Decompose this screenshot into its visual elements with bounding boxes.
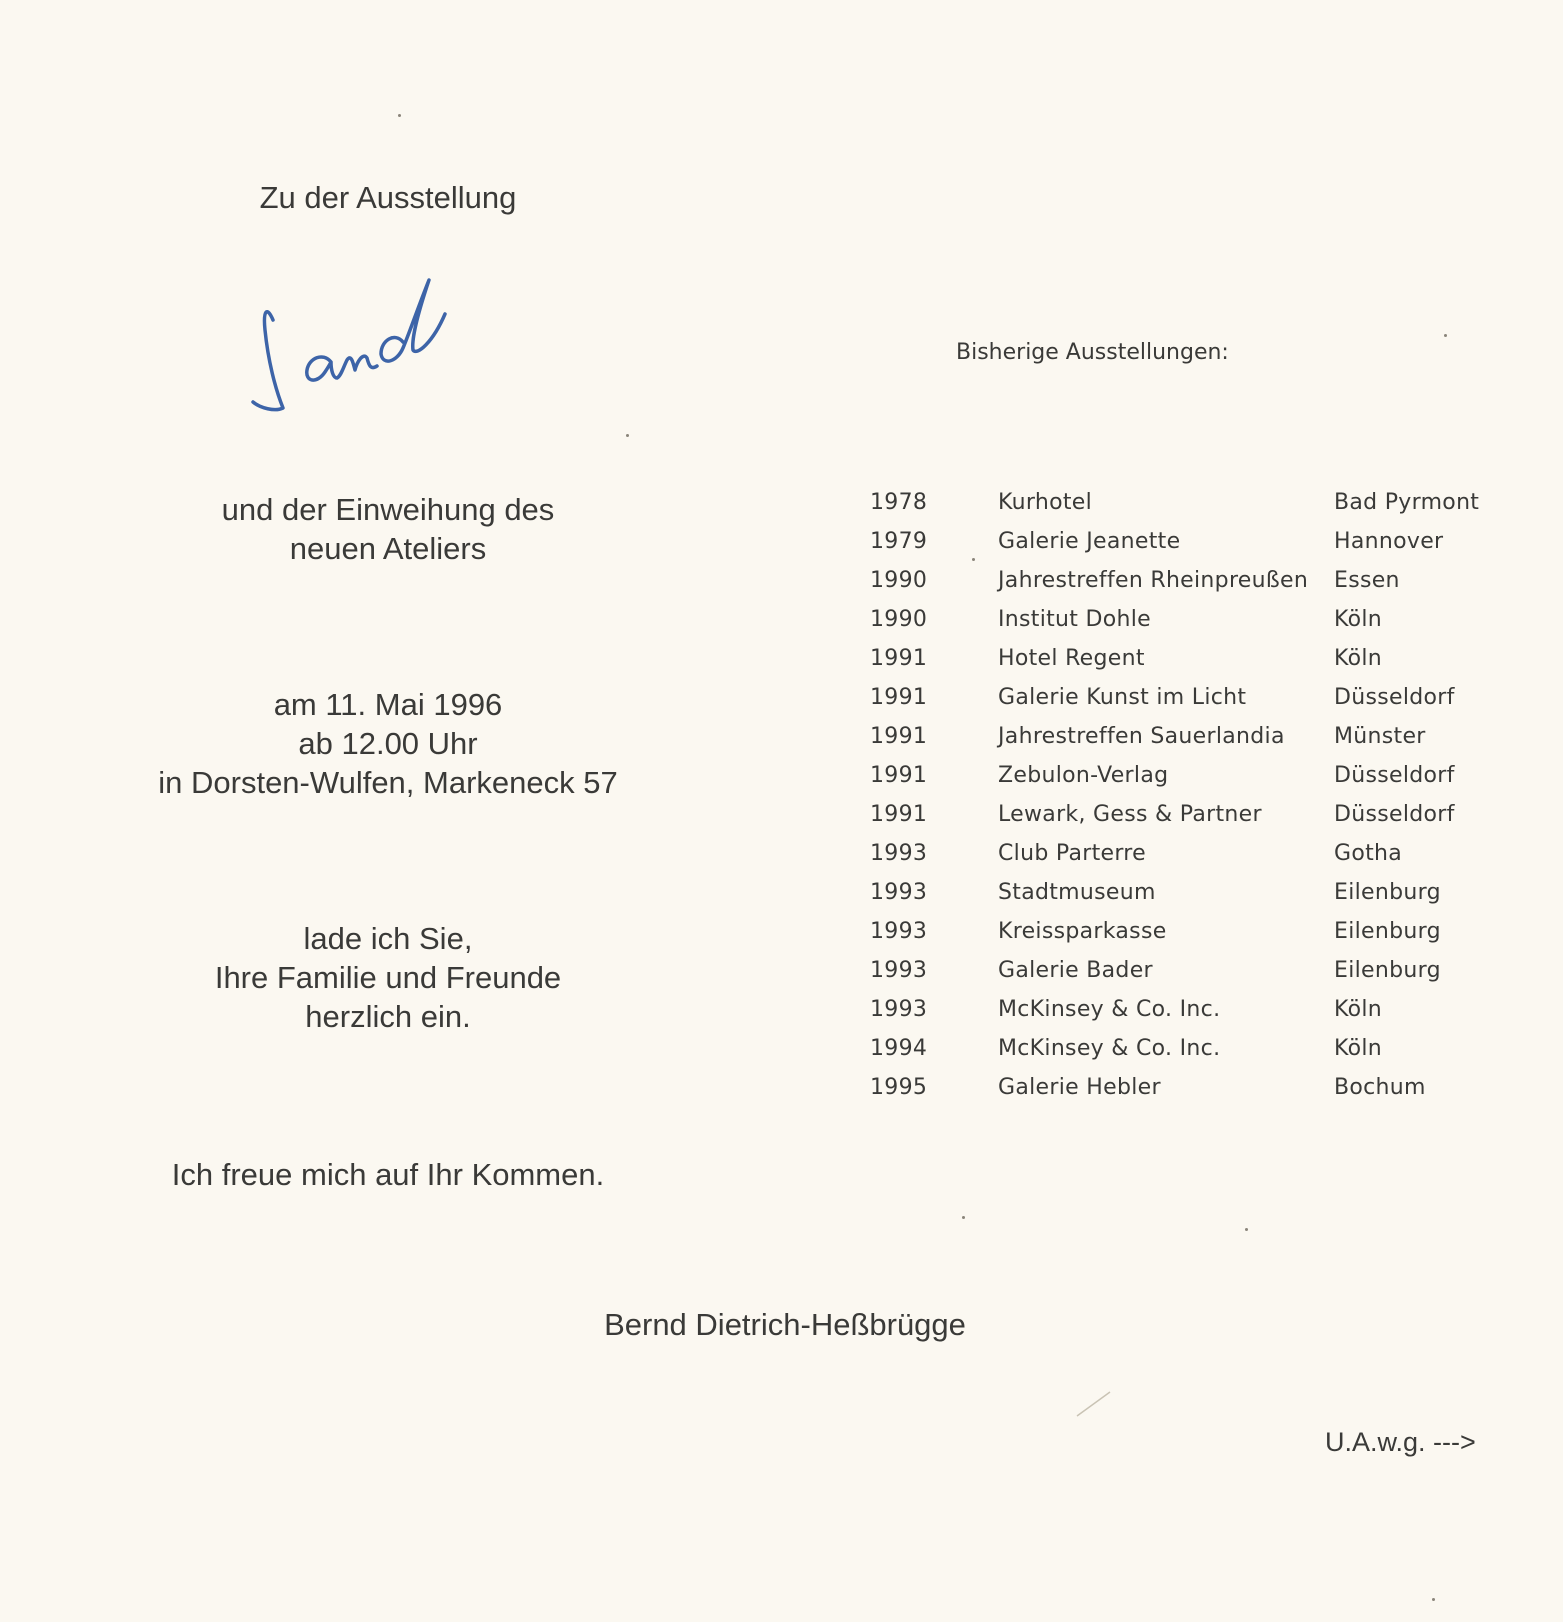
event-location: in Dorsten-Wulfen, Markeneck 57 [158, 765, 618, 800]
handwritten-title-sand [245, 270, 475, 430]
exhibition-year: 1993 [870, 841, 928, 866]
paper-speck [626, 434, 629, 437]
exhibition-city: Köln [1334, 997, 1383, 1022]
event-time: ab 12.00 Uhr [298, 726, 478, 761]
exhibition-city: Düsseldorf [1334, 763, 1455, 788]
invitation-line-2: Ihre Familie und Freunde [214, 960, 562, 995]
exhibition-city: Düsseldorf [1334, 685, 1455, 710]
exhibition-venue: Zebulon-Verlag [998, 763, 1169, 788]
exhibition-city: Hannover [1334, 529, 1444, 554]
exhibition-venue: Jahrestreffen Sauerlandia [998, 724, 1285, 749]
exhibition-year: 1994 [870, 1036, 928, 1061]
exhibition-year: 1991 [870, 802, 928, 827]
exhibition-venue: Galerie Kunst im Licht [998, 685, 1247, 710]
event-details [90, 685, 686, 802]
paper-speck [1444, 334, 1447, 337]
exhibition-city: Bochum [1334, 1075, 1426, 1100]
paper-speck [962, 1216, 965, 1219]
inauguration-line-2: neuen Ateliers [289, 531, 487, 566]
exhibition-venue: Institut Dohle [998, 607, 1152, 632]
exhibition-year: 1991 [870, 685, 928, 710]
exhibition-year: 1993 [870, 919, 928, 944]
host-name: Bernd Dietrich-Heßbrügge [604, 1307, 966, 1342]
exhibition-year: 1993 [870, 958, 928, 983]
invitation-line-1: lade ich Sie, [303, 921, 473, 956]
exhibition-venue: Galerie Hebler [998, 1075, 1161, 1100]
exhibition-city: Köln [1334, 646, 1383, 671]
exhibition-city: Münster [1334, 724, 1426, 749]
exhibition-year: 1978 [870, 490, 928, 515]
exhibition-city: Eilenburg [1334, 880, 1441, 905]
exhibition-venue: Galerie Jeanette [998, 529, 1181, 554]
paper-speck [1245, 1228, 1248, 1231]
exhibition-city: Essen [1334, 568, 1400, 593]
paper-speck [1432, 1598, 1435, 1601]
exhibitions-heading: Bisherige Ausstellungen: [956, 340, 1229, 365]
paper-speck [398, 114, 401, 117]
exhibition-year: 1991 [870, 646, 928, 671]
exhibition-year: 1993 [870, 997, 928, 1022]
exhibition-year: 1991 [870, 763, 928, 788]
exhibition-venue: McKinsey & Co. Inc. [998, 1036, 1221, 1061]
exhibition-venue: Kurhotel [998, 490, 1093, 515]
exhibition-year: 1990 [870, 568, 928, 593]
exhibition-city: Eilenburg [1334, 958, 1441, 983]
exhibition-year: 1995 [870, 1075, 928, 1100]
exhibition-city: Bad Pyrmont [1334, 490, 1480, 515]
exhibition-city: Gotha [1334, 841, 1403, 866]
invitation-line-3: herzlich ein. [305, 999, 471, 1034]
paper-scratch [1074, 1388, 1114, 1420]
exhibition-venue: Jahrestreffen Rheinpreußen [998, 568, 1309, 593]
rsvp-note: U.A.w.g. ---> [1325, 1427, 1476, 1457]
exhibition-venue: Galerie Bader [998, 958, 1153, 983]
paper-speck [972, 558, 975, 561]
exhibition-venue: Stadtmuseum [998, 880, 1156, 905]
event-date: am 11. Mai 1996 [273, 687, 503, 722]
exhibition-venue: Kreissparkasse [998, 919, 1167, 944]
exhibition-venue: Hotel Regent [998, 646, 1145, 671]
exhibition-city: Eilenburg [1334, 919, 1441, 944]
exhibition-year: 1990 [870, 607, 928, 632]
invitation-text [138, 919, 638, 1036]
exhibition-year: 1979 [870, 529, 928, 554]
exhibition-venue: Club Parterre [998, 841, 1146, 866]
exhibition-year: 1991 [870, 724, 928, 749]
exhibition-city: Köln [1334, 607, 1383, 632]
exhibition-city: Düsseldorf [1334, 802, 1455, 827]
closing-line: Ich freue mich auf Ihr Kommen. [171, 1157, 605, 1192]
exhibition-intro: Zu der Ausstellung [259, 180, 517, 215]
exhibition-venue: McKinsey & Co. Inc. [998, 997, 1221, 1022]
inauguration-line-1: und der Einweihung des [221, 492, 555, 527]
inauguration-text [138, 490, 638, 568]
exhibition-city: Köln [1334, 1036, 1383, 1061]
exhibition-year: 1993 [870, 880, 928, 905]
exhibition-venue: Lewark, Gess & Partner [998, 802, 1262, 827]
